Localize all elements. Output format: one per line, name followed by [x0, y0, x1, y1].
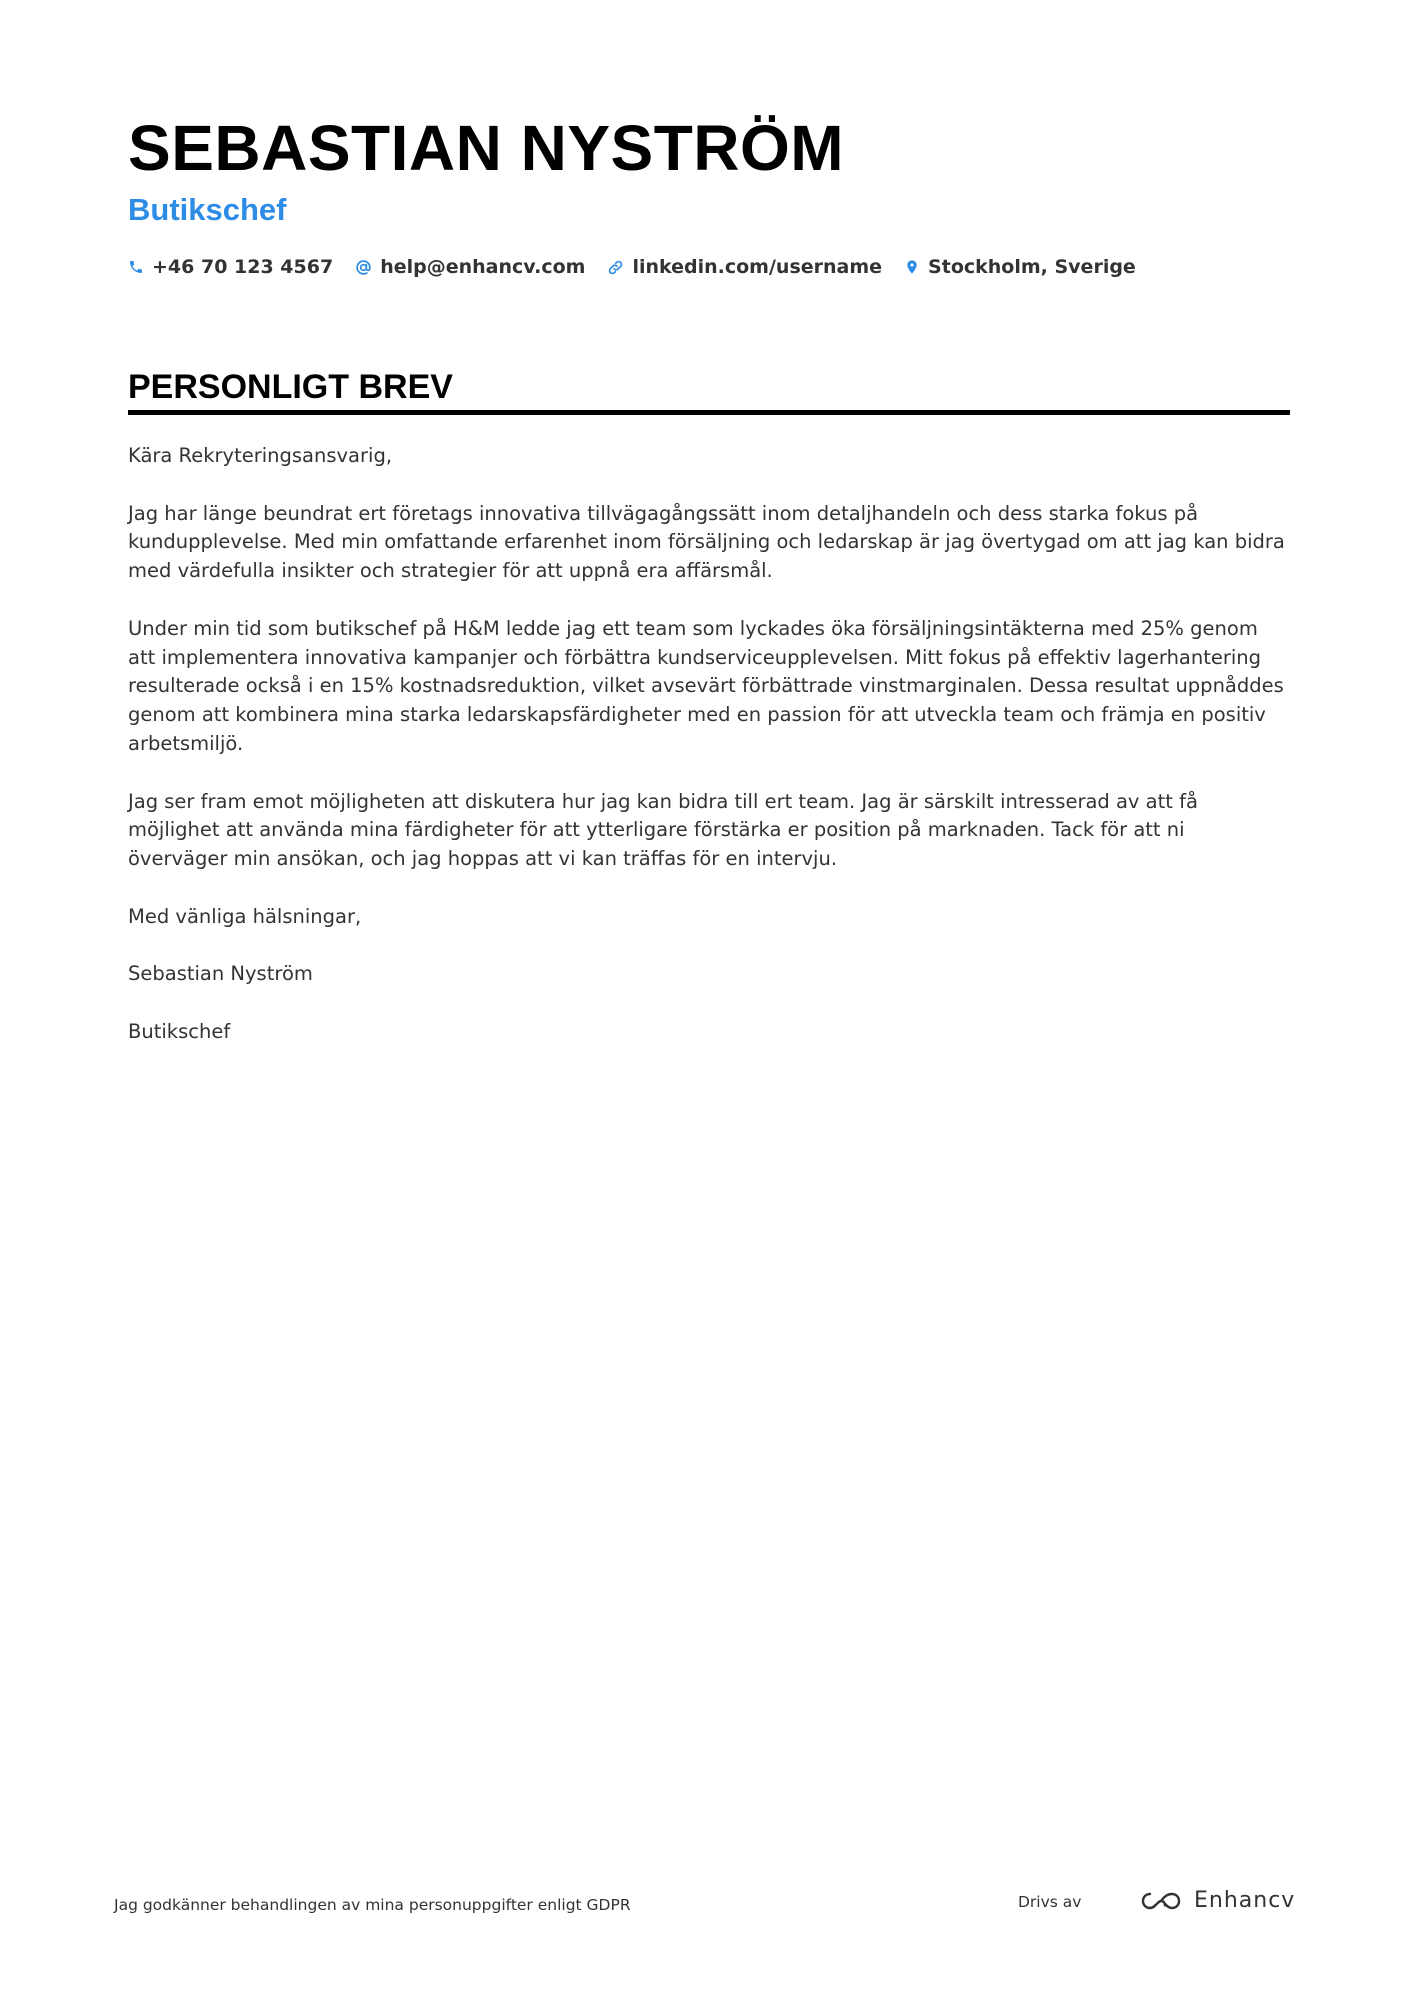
- contact-bar: [128, 252, 1136, 282]
- applicant-role: Butikschef: [128, 192, 287, 227]
- contact-phone-text: +46 70 123 4567: [152, 256, 334, 278]
- letter-paragraph-3: Jag ser fram emot möjligheten att diskutera hur jag kan bidra till ert team. Jag är särskilt intresserad av att få möjlighet att använda mina färdigheter för att ytterligare förstärka er position på marknaden. Tack för att ni överväger min ansökan, och jag hoppas att vi kan träffas för en intervju.: [128, 789, 1198, 871]
- brand-name: Enhancv: [1194, 1888, 1296, 1913]
- letter-paragraph-1: Jag har länge beundrat ert företags innovativa tillvägagångssätt inom detaljhandeln och dess starka fokus på kundupplevelse. Med min omfattande erfarenhet inom försäljning och ledarskap är jag övertygad om att jag kan bidra med värdefulla insikter och strategier för att uppnå era affärsmål.: [128, 501, 1285, 583]
- section-title: PERSONLIGT BREV: [128, 368, 453, 406]
- letter-signature-name: Sebastian Nyström: [128, 962, 313, 986]
- powered-by-label: Drivs av: [1018, 1893, 1082, 1911]
- phone-icon: [128, 259, 144, 275]
- infinity-logo-icon: [1138, 1889, 1184, 1913]
- section-divider: [128, 410, 1290, 415]
- letter-signature-title: Butikschef: [128, 1019, 231, 1043]
- contact-location-text: Stockholm, Sverige: [928, 256, 1136, 278]
- contact-email-text: help@enhancv.com: [380, 256, 586, 278]
- letter-greeting: Kära Rekryteringsansvarig,: [128, 444, 393, 467]
- applicant-name: SEBASTIAN NYSTRÖM: [128, 112, 845, 184]
- link-icon: [607, 259, 624, 276]
- contact-linkedin: [607, 256, 882, 278]
- letter-paragraph-2: Under min tid som butikschef på H&M ledde jag ett team som lyckades öka försäljningsintäkterna med 25% genom att implementera innovativa kampanjer och förbättra kundserviceupplevelsen. Mitt fokus på effektiv lagerhantering resulterade också i en 15% kostnadsreduktion, vilket avsevärt förbättrade vinstmarginalen. Dessa resultat uppnåddes genom att kombinera mina starka ledarskapsfärdigheter med en passion för att utveckla team och främja en positiv arbetsmiljö.: [128, 616, 1284, 755]
- enhancv-logo[interactable]: [1138, 1888, 1295, 1913]
- contact-phone: [128, 256, 333, 278]
- contact-location: [904, 256, 1136, 278]
- letter-closing: Med vänliga hälsningar,: [128, 904, 362, 928]
- contact-email: [355, 256, 585, 278]
- at-icon: [355, 259, 372, 276]
- location-pin-icon: [904, 258, 920, 276]
- contact-linkedin-text: linkedin.com/username: [632, 256, 883, 278]
- gdpr-consent: Jag godkänner behandlingen av mina personuppgifter enligt GDPR: [114, 1896, 631, 1914]
- letter-body: [128, 442, 1290, 1076]
